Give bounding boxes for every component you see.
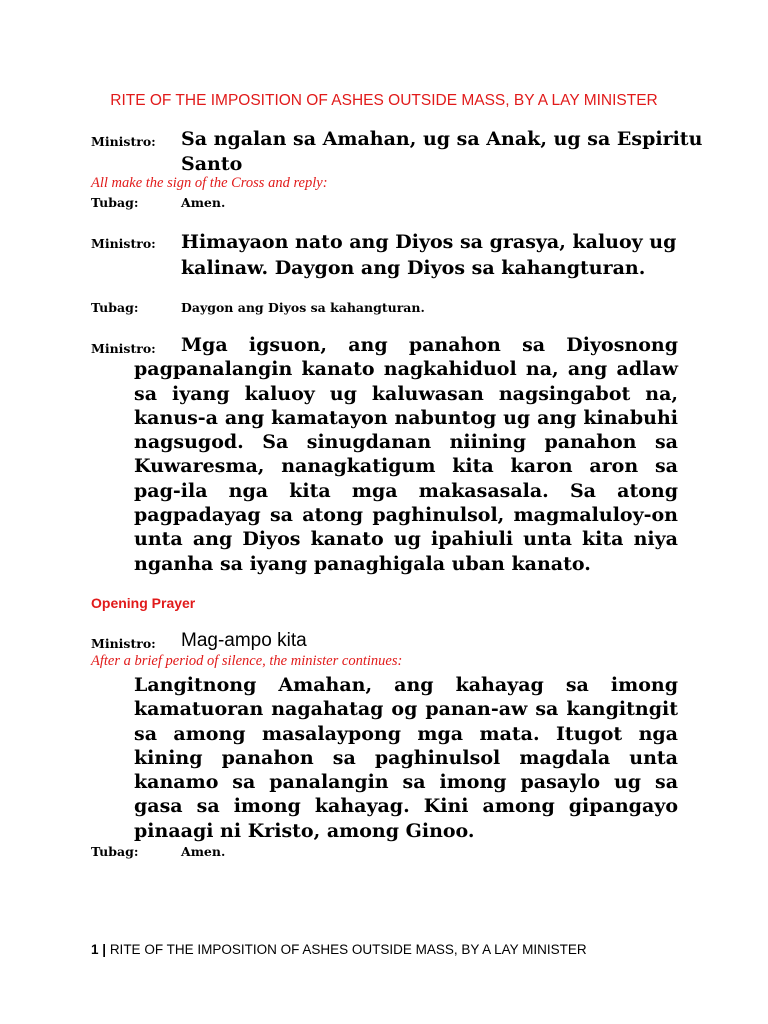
- invocation-line-2: Santo: [181, 153, 243, 175]
- mag-ampo-invitation: Mag-ampo kita: [181, 630, 307, 651]
- page-number: 1 |: [91, 942, 107, 957]
- response-daygon: Daygon ang Diyos sa kahangturan.: [181, 300, 425, 315]
- silence-rubric: After a brief period of silence, the minister continues:: [91, 653, 403, 669]
- introduction-paragraph: Mga igsuon, ang panahon sa Diyosnong pagpanalangin kanato nagkahiduol na, ang adlaw sa iyang kaluoy ug kaluwasan nagsingabot na, kanus-a ang kamatayon nabuntog ug ang kinabuhi nagsugod. Sa sinugdanan niining panahon sa Kuwaresma, nanagkatigum kita karon aron sa pag-ila nga kita mga makasasala. Sa atong pagpadayag sa atong paghinulsol, magmaluloy-on unta ang Diyos kanato ug ipahiuli unta kita niya nganha sa iyang panaghigala uban kanato.: [134, 334, 678, 575]
- page-footer: [91, 942, 587, 957]
- tubag-label: Tubag:: [91, 195, 139, 210]
- ministro-label: Ministro:: [91, 341, 156, 356]
- tubag-label: Tubag:: [91, 844, 139, 859]
- ministro-label: Ministro:: [91, 636, 156, 651]
- response-amen: Amen.: [181, 195, 226, 210]
- invocation-line-1: Sa ngalan sa Amahan, ug sa Anak, ug sa Espiritu: [181, 128, 703, 150]
- greeting-line-1: Himayaon nato ang Diyos sa grasya, kaluoy ug: [181, 231, 677, 253]
- tubag-label: Tubag:: [91, 300, 139, 315]
- ministro-label: Ministro:: [91, 236, 156, 251]
- footer-title: RITE OF THE IMPOSITION OF ASHES OUTSIDE MASS, BY A LAY MINISTER: [109, 942, 587, 957]
- opening-prayer-text: Langitnong Amahan, ang kahayag sa imong kamatuoran nagahatag og panan-aw sa kangitngit sa among masalaypong mga mata. Itugot nga kining panahon sa paghinulsol magdala unta kanamo sa panalangin sa imong pasaylo ug sa gasa sa imong kahayag. Kini among gipangayo pinaagi ni Kristo, among Ginoo.: [134, 674, 678, 842]
- document-title: RITE OF THE IMPOSITION OF ASHES OUTSIDE MASS, BY A LAY MINISTER: [110, 92, 658, 109]
- greeting-line-2: kalinaw. Daygon ang Diyos sa kahangturan.: [181, 257, 646, 279]
- ministro-label: Ministro:: [91, 134, 156, 149]
- sign-of-cross-rubric: All make the sign of the Cross and reply:: [91, 175, 328, 191]
- opening-prayer-heading: Opening Prayer: [91, 595, 196, 611]
- response-amen-final: Amen.: [181, 844, 226, 859]
